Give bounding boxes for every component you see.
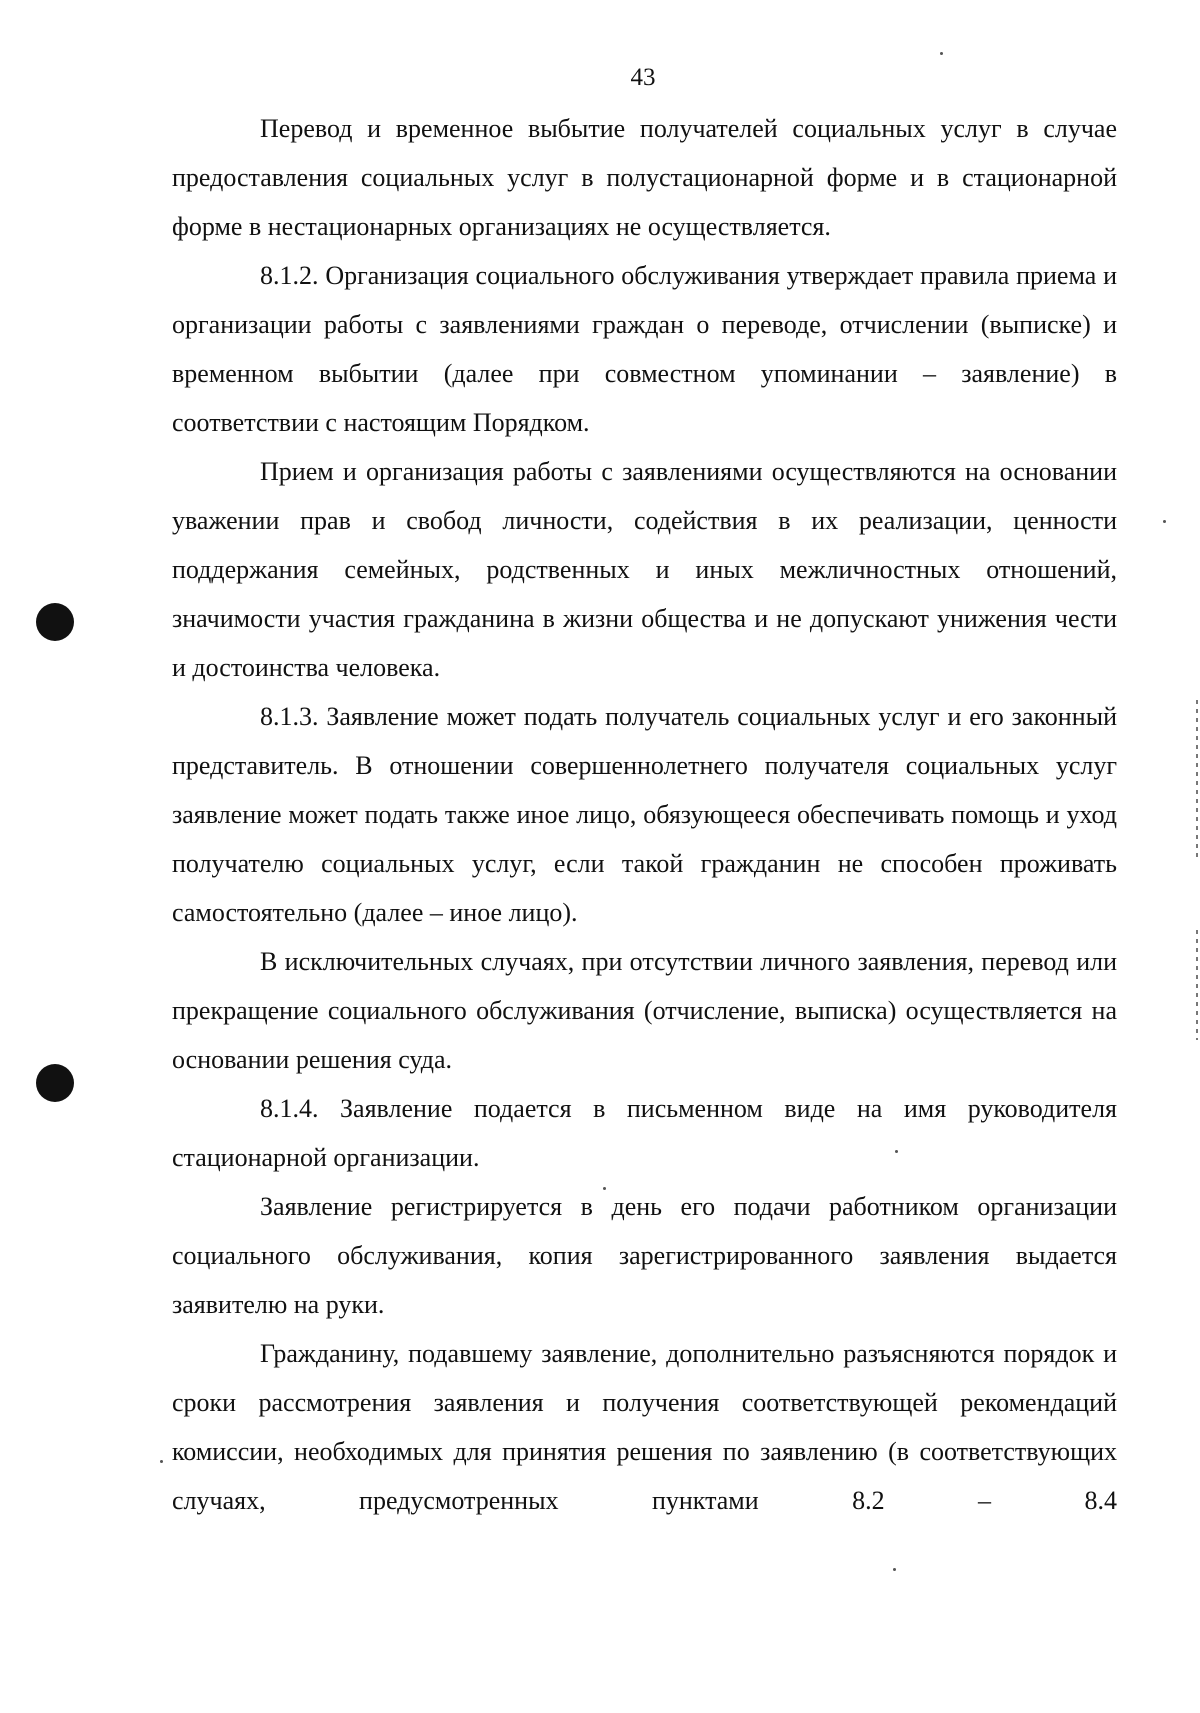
paragraph-8-1-2: 8.1.2. Организация социального обслуживания утверждает правила приема и организации работы с заявлениями граждан о переводе, отчислении (выписке) и временном выбытии (далее при совместном упоминании – заявление) в соответствии с настоящим Порядком. bbox=[172, 261, 1117, 437]
paragraph-8-1-4: 8.1.4. Заявление подается в письменном виде на имя руководителя стационарной организации. bbox=[172, 1094, 1117, 1172]
scan-speck bbox=[940, 52, 943, 55]
scan-edge-mark bbox=[1196, 700, 1198, 860]
scan-speck bbox=[603, 1187, 606, 1190]
document-body bbox=[172, 104, 1117, 1525]
paragraph-registration: Заявление регистрируется в день его подачи работником организации социального обслуживания, копия зарегистрированного заявления выдается заявителю на руки. bbox=[172, 1192, 1117, 1319]
paragraph-court-decision: В исключительных случаях, при отсутствии личного заявления, перевод или прекращение социального обслуживания (отчисление, выписка) осуществляется на основании решения суда. bbox=[172, 947, 1117, 1074]
scan-speck bbox=[1163, 520, 1166, 523]
paragraph-explanation: Гражданину, подавшему заявление, дополнительно разъясняются порядок и сроки рассмотрения заявления и получения соответствующей рекомендаций комиссии, необходимых для принятия решения по заявлению (в соответствующих случаях, предусмотренных пунктами 8.2 – 8.4 bbox=[172, 1339, 1117, 1515]
page-number: 43 bbox=[630, 64, 656, 91]
scan-speck bbox=[160, 1460, 163, 1463]
paragraph-transfer-not-applicable: Перевод и временное выбытие получателей социальных услуг в случае предоставления социальных услуг в полустационарной форме и в стационарной форме в нестационарных организациях не осуществляется. bbox=[172, 114, 1117, 241]
scan-speck bbox=[895, 1150, 898, 1153]
paragraph-application-principles: Прием и организация работы с заявлениями осуществляются на основании уважении прав и свобод личности, содействия в их реализации, ценности поддержания семейных, родственных и иных межличностных отношений, значимости участия гражданина в жизни общества и не допускают унижения чести и достоинства человека. bbox=[172, 457, 1117, 682]
punch-hole-top bbox=[36, 603, 74, 641]
paragraph-8-1-3: 8.1.3. Заявление может подать получатель социальных услуг и его законный представитель. В отношении совершеннолетнего получателя социальных услуг заявление может подать также иное лицо, обязующееся обеспечивать помощь и уход получателю социальных услуг, если такой гражданин не способен проживать самостоятельно (далее – иное лицо). bbox=[172, 702, 1117, 927]
scan-edge-mark bbox=[1196, 930, 1198, 1040]
punch-hole-bottom bbox=[36, 1064, 74, 1102]
scan-speck bbox=[893, 1568, 896, 1571]
